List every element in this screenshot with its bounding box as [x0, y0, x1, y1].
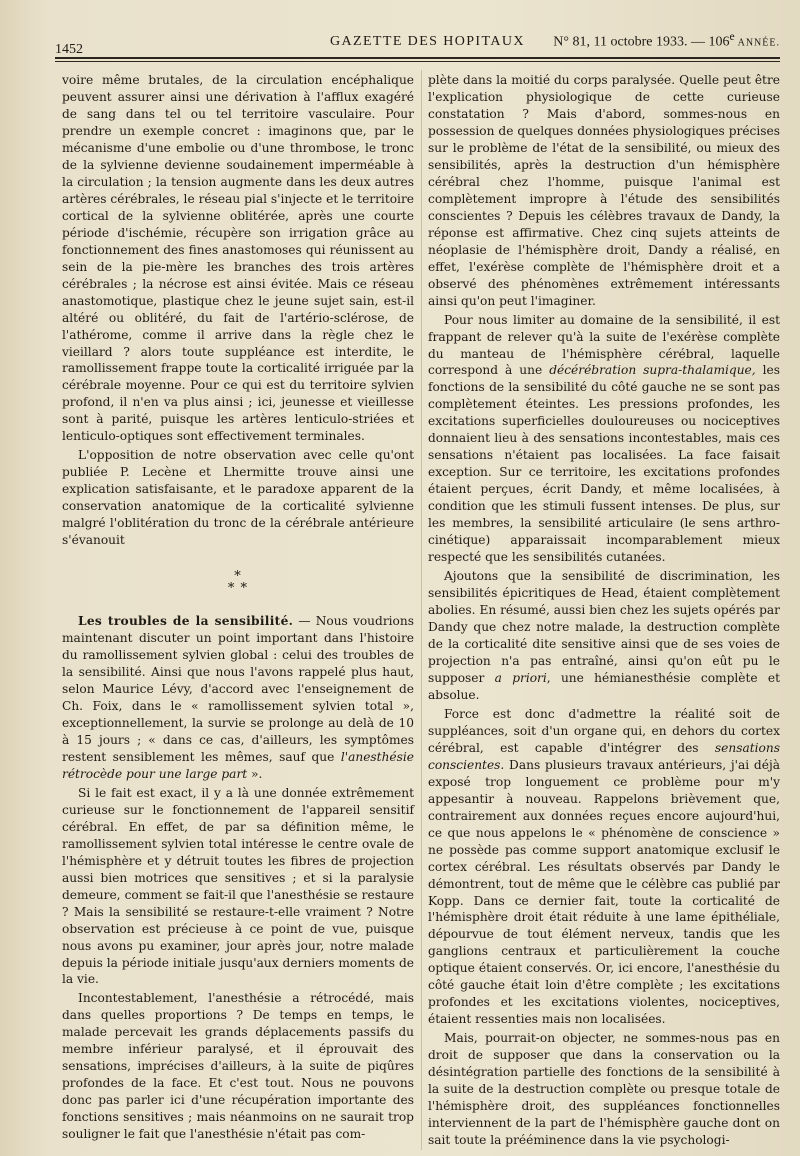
text-run: Force est donc d'admettre la réalité soit de suppléances, soit d'un organe qui, en dehors du cortex cérébral, est capable d'intégrer des	[428, 706, 780, 755]
paragraph	[428, 706, 780, 1028]
text-run: ».	[247, 766, 263, 781]
journal-title: GAZETTE DES HOPITAUX	[330, 34, 525, 49]
issue-date: N° 81, 11 octobre 1933. — 106	[553, 34, 730, 50]
italic-term: décérébration supra-thalamique,	[549, 363, 756, 378]
italic-term: sensations conscientes.	[428, 740, 780, 772]
asterism-separator	[62, 571, 414, 595]
header-rule-thick	[55, 57, 780, 59]
paragraph: Si le fait est exact, il y a là une donnée extrêmement curieuse sur le fonctionnement de l'appareil sensitif cérébral. En effet, de par sa définition même, le ramollissement sylvien total intéresse le centre ovale de l'hémisphère et y détruit toutes les fibres de projection aussi bien motrices que sensitives ; et si la paralysie demeure, comment se fait-il que l'anesthésie se restaure ? Mais la sensibilité se restaure-t-elle vraiment ? Notre observation est précieuse à ce point de vue, puisque nous avons pu examiner, jour après jour, notre malade depuis la période initiale jusqu'aux derniers moments de la vie.	[62, 785, 414, 987]
right-column	[428, 72, 780, 1149]
header-rule-thin	[55, 61, 780, 62]
page-header	[55, 30, 780, 57]
text-run: Pour nous limiter au domaine de la sensibilité, il est frappant de relever qu'à la suite de l'exérèse complète du manteau de l'hémisphère cérébral, laquelle correspond à une	[428, 312, 780, 378]
page-number: 1452	[55, 42, 83, 57]
italic-term: a priori	[494, 670, 547, 685]
paragraph: plète dans la moitié du corps paralysée. Quelle peut être l'explication physiologique de cette curieuse constatation ? Mais d'abord, sommes-nous en possession de quelques données physiologiques précises sur le problème de l'état de la sensibilité, ou mieux des sensibilités, après la destruction d'un hémisphère cérébral chez l'homme, puisque l'animal est complètement impropre à l'étude des sensibilités conscientes ? Depuis les célèbres travaux de Dandy, la réponse est affirmative. Chez cinq sujets atteints de néoplasie de l'hémisphère droit, Dandy a réalisé, en effet, l'exérèse complète de l'hémisphère droit et a observé des phénomènes extrêmement intéressants ainsi qu'on peut l'imaginer.	[428, 73, 780, 308]
text-run: — Nous voudrions maintenant discuter un point important dans l'histoire du ramollissement sylvien global : celui des troubles de la sensibilité. Ainsi que nous l'avons rappelé plus haut, selon Maurice Lévy, d'accord avec l'enseignement de Ch. Foix, dans le « ramollissement sylvien total », exceptionnellement, la survie se prolonge au delà de 10 à 15 jours ; « dans ce cas, d'ailleurs, les symptômes restent sensiblement les mêmes, sauf que	[62, 614, 414, 764]
paragraph	[428, 568, 780, 704]
issue-ordinal: e	[729, 30, 735, 43]
issue-info	[553, 30, 780, 51]
issue-year-label: ANNÉE.	[734, 37, 780, 49]
left-column	[62, 72, 414, 1143]
section-heading: Les troubles de la sensibilité.	[78, 614, 294, 629]
asterism-top: *	[234, 569, 242, 585]
asterism-bottom: * *	[227, 581, 249, 597]
section-paragraph	[62, 613, 414, 783]
column-divider	[421, 70, 422, 1150]
text-run: , une hémianesthésie complète et absolue.	[428, 670, 781, 702]
text-run: Dans plusieurs travaux antérieurs, j'ai déjà exposé trop longuement ce problème pour m'y appesantir à nouveau. Rappelons brièvement que, contrairement aux données reçues encore aujourd'hui, ce que nous appelons le « phénomène de conscience » ne possède pas comme support anatomique exclusif le cortex cérébral. Les résultats observés par Dandy le démontrent, tout de même que le célèbre cas publié par Kopp. Dans ce dernier fait, toute la corticalité de l'hémisphère droit était réduite à une lame épithéliale, dépourvue de tout élément nerveux, tandis que les ganglions centraux et particulièrement la couche optique étaient conservés. Or, ici encore, l'anesthésie du côté gauche était loin d'être complète ; les excitations profondes et les excitations violentes, nociceptives, étaient ressenties mais non localisées.	[428, 757, 780, 1027]
italic-quote: l'anesthésie rétrocède pour une large part	[62, 749, 414, 781]
paragraph: voire même brutales, de la circulation encéphalique peuvent assurer ainsi une dérivation à l'afflux exagéré de sang dans tel ou tel territoire vasculaire. Pour prendre un exemple concret : imaginons que, par le mécanisme d'une embolie ou d'une thrombose, le tronc de la sylvienne devienne soudainement imperméable à la circulation ; la tension augmente dans les deux autres artères cérébrales, le réseau pial s'injecte et le territoire cortical de la sylvienne oblitérée, après une courte période d'ischémie, récupère son irrigation grâce au fonctionnement des fines anastomoses qui réunissent au sein de la pie-mère les branches des trois artères cérébrales ; la nécrose est ainsi évitée. Mais ce réseau anastomotique, plastique chez le jeune sujet sain, est-il altéré ou oblitéré, du fait de l'artério-sclérose, de l'athérome, comme il arrive dans la règle chez le vieillard ? alors toute suppléance est interdite, le ramollissement frappe toute la corticalité irriguée par la cérébrale moyenne. Pour ce qui est du territoire sylvien profond, il n'en va plus ainsi ; ici, jeunesse et vieillesse sont à parité, puisque les artères lenticulo-striées et lenticulo-optiques sont effectivement terminales.	[62, 73, 414, 444]
text-run: les fonctions de la sensibilité du côté gauche ne se sont pas complètement éteintes. Les pressions profondes, les excitations superficielles douloureuses ou nociceptives donnaient lieu à des sensations incontestables, mais ces sensations n'étaient pas localisées. La face faisait exception. Sur ce territoire, les excitations profondes étaient perçues, écrit Dandy, et même localisées, à condition que les stimuli fussent intenses. De plus, sur les membres, la sensibilité articulaire (le sens arthro-cinétique) apparaissait incomparablement mieux respecté que les sensibilités cutanées.	[428, 363, 780, 565]
paragraph: L'opposition de notre observation avec celle qu'ont publiée P. Lecène et Lhermitte trouve ainsi une explication satisfaisante, et le paradoxe apparent de la conservation anatomique de la corticalité sylvienne malgré l'oblitération du tronc de la cérébrale antérieure s'évanouit	[62, 448, 414, 548]
paragraph	[428, 312, 780, 567]
text-run: Ajoutons que la sensibilité de discrimination, les sensibilités épicritiques de Head, étaient complètement abolies. En résumé, aussi bien chez les sujets opérés par Dandy que chez notre malade, la destruction complète de la corticalité dite sensitive ainsi que de ses voies de projection n'a pas entraîné, ainsi qu'on eût pu le supposer	[428, 569, 780, 685]
paragraph: Incontestablement, l'anesthésie a rétrocédé, mais dans quelles proportions ? De temps en temps, le malade percevait les grands déplacements passifs du membre inférieur paralysé, et il éprouvait des sensations, imprécises d'ailleurs, à la suite de piqûres profondes de la face. Et c'est tout. Nous ne pouvons donc pas parler ici d'une récupération importante des fonctions sensitives ; mais néanmoins on ne saurait trop souligner le fait que l'anesthésie n'était pas com-	[62, 991, 414, 1142]
paragraph: Mais, pourrait-on objecter, ne sommes-nous pas en droit de supposer que dans la conservation ou la désintégration partielle des fonctions de la sensibilité à la suite de la destruction complète ou presque totale de l'hémisphère droit, des suppléances fonctionnelles interviennent de la part de l'hémisphère gauche dont on sait toute la prééminence dans la vie psychologi-	[428, 1031, 780, 1148]
